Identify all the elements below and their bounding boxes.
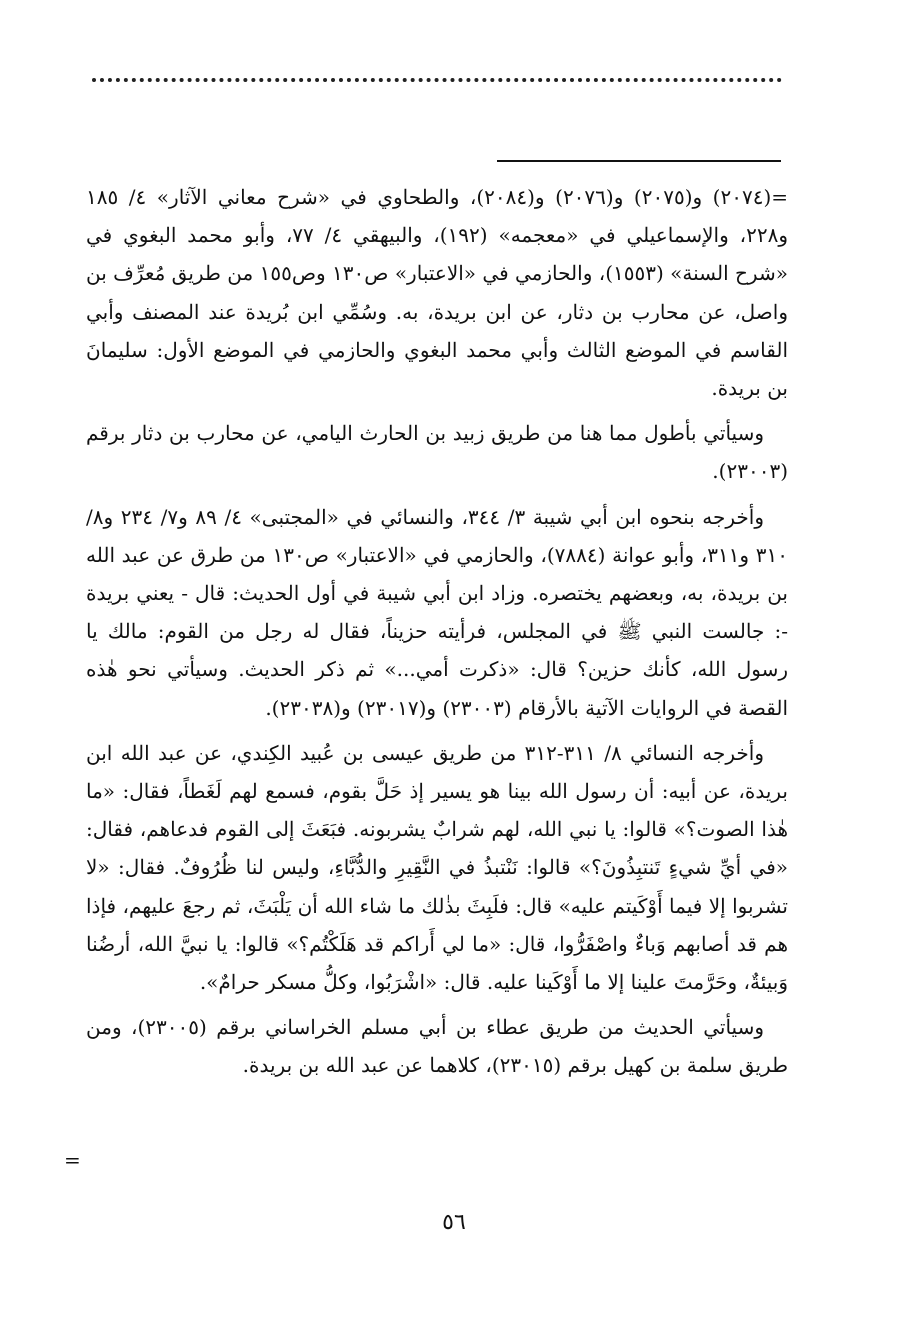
footnote-separator-line: [497, 160, 781, 162]
footnote-paragraph-2: وسيأتي بأطول مما هنا من طريق زبيد بن الحارث اليامي، عن محارب بن دثار برقم (٢٣٠٠٣).: [86, 421, 788, 484]
footnote-text: [86, 178, 788, 1092]
footnote-paragraph-3: وأخرجه بنحوه ابن أبي شيبة ٣/ ٣٤٤، والنسائي في «المجتبى» ٤/ ٨٩ و٧/ ٢٣٤ و٨/ ٣١٠ و٣١١، وأبو عوانة (٧٨٨٤)، والحازمي في «الاعتبار» ص١٣٠ من طرق عن عبد الله بن بريدة، به، وبعضهم يختصره. وزاد ابن أبي شيبة في أول الحديث: قال - يعني بريدة -: جالست النبي ﷺ في المجلس، فرأيته حزيناً، فقال له رجل من القوم: مالك يا رسول الله، كأنك حزين؟ قال: «ذكرت أمي...» ثم ذكر الحديث. وسيأتي نحو هٰذه القصة في الروايات الآتية بالأرقام (٢٣٠٠٣) و(٢٣٠١٧) و(٢٣٠٣٨).: [86, 504, 788, 720]
continuation-mark: =: [64, 1148, 81, 1172]
footnote-paragraph-1: =(٢٠٧٤) و(٢٠٧٥) و(٢٠٧٦) و(٢٠٨٤)، والطحاوي في «شرح معاني الآثار» ٤/ ١٨٥ و٢٢٨، والإسماعيلي في «معجمه» (١٩٢)، والبيهقي ٤/ ٧٧، وأبو محمد البغوي في «شرح السنة» (١٥٥٣)، والحازمي في «الاعتبار» ص١٣٠ وص١٥٥ من طريق مُعرِّف بن واصل، عن محارب بن دثار، عن ابن بريدة، به. وسُمِّي ابن بُريدة عند المصنف وأبي القاسم في الموضع الثالث وأبي محمد البغوي والحازمي في الموضع الأول: سليمانَ بن بريدة.: [86, 185, 789, 401]
page-number: ٥٦: [442, 1210, 466, 1235]
footnote-paragraph-5: وسيأتي الحديث من طريق عطاء بن أبي مسلم الخراساني برقم (٢٣٠٠٥)، ومن طريق سلمة بن كهيل برقم (٢٣٠١٥)، كلاهما عن عبد الله بن بريدة.: [86, 1015, 788, 1078]
footnote-paragraph-4: وأخرجه النسائي ٨/ ٣١١-٣١٢ من طريق عيسى بن عُبيد الكِندي، عن عبد الله ابن بريدة، عن أبيه: أن رسول الله بينا هو يسير إذ حَلَّ بقوم، فسمع لهم لَغَطاً، فقال: «ما هٰذا الصوت؟» قالوا: يا نبي الله، لهم شرابٌ يشربونه. فبَعَثَ إلى القوم فدعاهم، فقال: «في أيِّ شيءٍ تَنتبِذُونَ؟» قالوا: نَنْتبذُ في النَّقِيرِ والدُّبَّاءِ، وليس لنا ظُرُوفٌ. فقال: «لا تشربوا إلا فيما أَوْكَيتم عليه» قال: فلَبِثَ بذٰلك ما شاء الله أن يَلْبَثَ، ثم رجعَ عليهم، فإذا هم قد أصابهم وَباءٌ واصْفَرُّوا، قال: «ما لي أَراكم قد هَلَكْتُم؟» قالوا: يا نبيَّ الله، أرضُنا وَبيئةٌ، وحَرَّمتَ علينا إلا ما أَوْكَينا عليه. قال: «اشْرَبُوا، وكلُّ مسكر حرامٌ».: [86, 740, 788, 995]
dotted-separator: [92, 78, 782, 82]
